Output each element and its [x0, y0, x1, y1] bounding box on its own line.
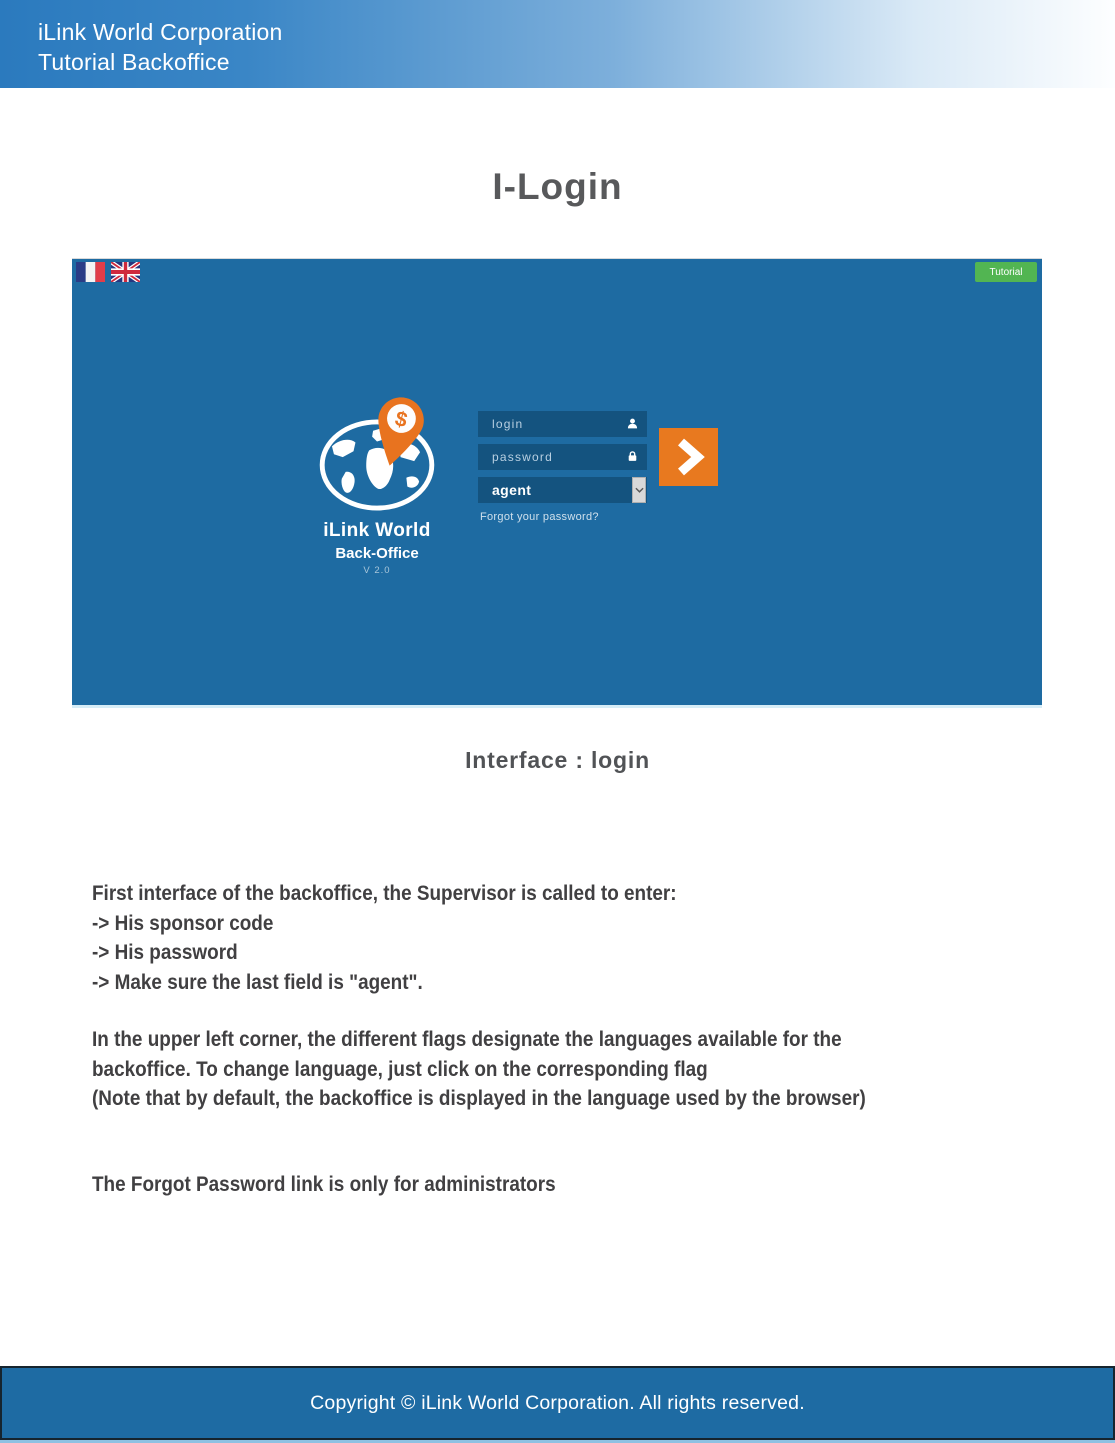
- uk-flag-icon[interactable]: [111, 262, 140, 282]
- forgot-password-link[interactable]: Forgot your password?: [480, 511, 599, 523]
- page-title: I-Login: [492, 166, 623, 207]
- document-subtitle: Tutorial Backoffice: [38, 49, 230, 75]
- chevron-down-icon: [635, 487, 644, 493]
- logo-brand: iLink World: [323, 520, 431, 541]
- dollar-symbol: $: [392, 407, 410, 433]
- account-type-value: agent: [492, 482, 532, 498]
- password-input[interactable]: [478, 444, 647, 470]
- text-line: (Note that by default, the backoffice is displayed in the language used by the browser): [92, 1086, 866, 1110]
- login-screenshot-panel: [72, 258, 1042, 708]
- login-input[interactable]: [478, 411, 647, 437]
- select-dropdown-button[interactable]: [632, 477, 646, 503]
- login-submit-button[interactable]: [659, 428, 718, 486]
- paragraph-flags-languages: [92, 1025, 1052, 1114]
- text-line: -> His sponsor code: [92, 910, 274, 935]
- text-line: -> Make sure the last field is "agent".: [92, 969, 423, 994]
- screenshot-caption: Interface : login: [465, 747, 650, 773]
- text-line: backoffice. To change language, just click on the corresponding flag: [92, 1056, 708, 1081]
- login-field-wrap: [478, 411, 647, 437]
- language-flags: [76, 262, 140, 282]
- document-header: [0, 0, 1115, 88]
- text-line: First interface of the backoffice, the Supervisor is called to enter:: [92, 881, 677, 905]
- paragraph-enter-instructions: [92, 879, 1052, 997]
- chevron-right-icon: [659, 428, 718, 486]
- paragraph-forgot-password-note: [92, 1170, 1052, 1200]
- text-line: The Forgot Password link is only for administrators: [92, 1172, 556, 1196]
- password-field-wrap: [478, 444, 647, 470]
- copyright-text: Copyright © iLink World Corporation. All rights reserved.: [310, 1391, 805, 1414]
- account-type-select[interactable]: [478, 477, 647, 503]
- logo-version: V 2.0: [363, 565, 391, 576]
- ilink-world-logo: [315, 396, 439, 586]
- french-flag-icon[interactable]: [76, 262, 105, 282]
- user-icon: [626, 417, 639, 430]
- text-line: In the upper left corner, the different flags designate the languages available for the: [92, 1027, 842, 1051]
- lock-icon: [626, 450, 639, 463]
- tutorial-button[interactable]: Tutorial: [975, 262, 1037, 282]
- logo-product: Back-Office: [335, 545, 419, 562]
- text-line: -> His password: [92, 940, 238, 964]
- company-name: iLink World Corporation: [38, 19, 283, 45]
- copyright-footer: [0, 1366, 1115, 1440]
